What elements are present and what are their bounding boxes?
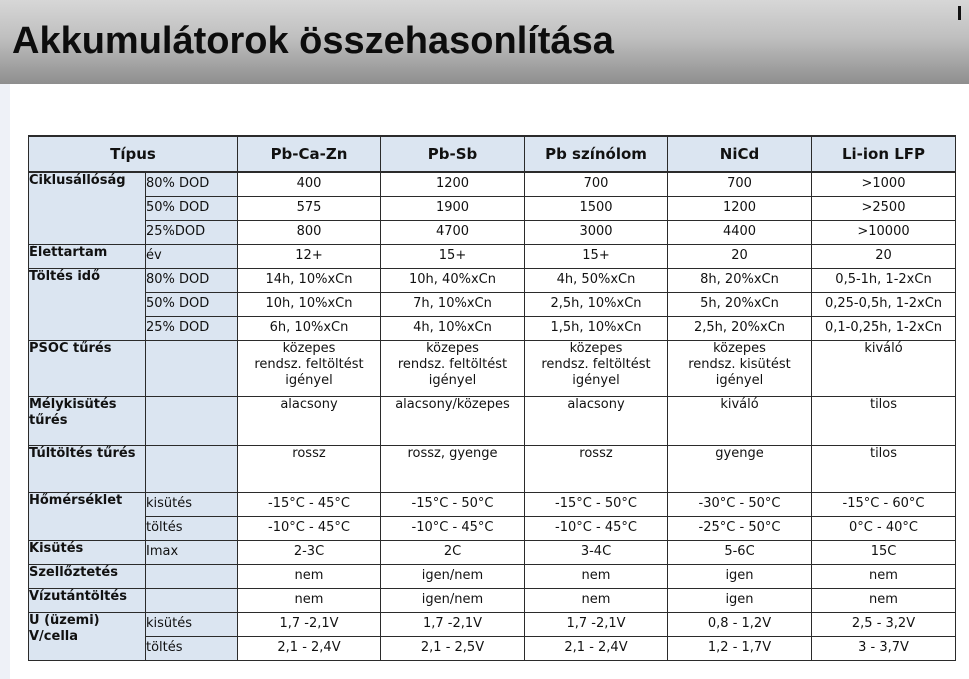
sub-label: 80% DOD <box>146 268 238 292</box>
cell: 14h, 10%xCn <box>238 268 381 292</box>
header-row <box>29 136 956 172</box>
cell: 12+ <box>238 244 381 268</box>
cell: 15+ <box>381 244 525 268</box>
cell: 1500 <box>525 196 668 220</box>
cell: 1,7 -2,1V <box>525 612 668 636</box>
cell: -15°C - 50°C <box>525 492 668 516</box>
cell: 700 <box>668 172 812 196</box>
header-col-li-ion-lfp: Li-ion LFP <box>812 136 956 172</box>
cell: 2,5h, 10%xCn <box>525 292 668 316</box>
cell: kiváló <box>812 340 956 396</box>
cell: 700 <box>525 172 668 196</box>
row-ciklus-25 <box>29 220 956 244</box>
row-ciklus-80 <box>29 172 956 196</box>
cell: 1,7 -2,1V <box>381 612 525 636</box>
cell: tilos <box>812 445 956 492</box>
sub-label: év <box>146 244 238 268</box>
cell: alacsony <box>238 396 381 445</box>
sub-label: 50% DOD <box>146 292 238 316</box>
sub-empty <box>146 588 238 612</box>
cell: 3 - 3,7V <box>812 636 956 660</box>
cat-ciklusallosag: Ciklusállóság <box>29 172 146 244</box>
cell: 0,1-0,25h, 1-2xCn <box>812 316 956 340</box>
cell: 8h, 20%xCn <box>668 268 812 292</box>
cell: nem <box>525 588 668 612</box>
cell: 0,8 - 1,2V <box>668 612 812 636</box>
sub-label: Imax <box>146 540 238 564</box>
cell: 10h, 10%xCn <box>238 292 381 316</box>
row-homerseklet-kisutes <box>29 492 956 516</box>
cat-szelloztetes: Szellőztetés <box>29 564 146 588</box>
cat-vizutantoltes: Vízutántöltés <box>29 588 146 612</box>
sub-label: töltés <box>146 636 238 660</box>
row-u-toltes <box>29 636 956 660</box>
cell: közepes rendsz. feltöltést igényel <box>238 340 381 396</box>
cell: 20 <box>668 244 812 268</box>
row-tultoltes <box>29 445 956 492</box>
cell: alacsony <box>525 396 668 445</box>
cell: nem <box>238 588 381 612</box>
cell: 4400 <box>668 220 812 244</box>
cell: 400 <box>238 172 381 196</box>
cell: 1,2 - 1,7V <box>668 636 812 660</box>
cell: -15°C - 45°C <box>238 492 381 516</box>
cell: 800 <box>238 220 381 244</box>
cell: kiváló <box>668 396 812 445</box>
cell: -10°C - 45°C <box>238 516 381 540</box>
cell: >2500 <box>812 196 956 220</box>
cell: 5-6C <box>668 540 812 564</box>
cell: igen/nem <box>381 588 525 612</box>
row-ciklus-50 <box>29 196 956 220</box>
cell: 0,25-0,5h, 1-2xCn <box>812 292 956 316</box>
sub-label: 50% DOD <box>146 196 238 220</box>
sub-label: kisütés <box>146 612 238 636</box>
cell: 2,5h, 20%xCn <box>668 316 812 340</box>
cat-toltes-ido: Töltés idő <box>29 268 146 340</box>
header-col-pb-sb: Pb-Sb <box>381 136 525 172</box>
comparison-table <box>28 135 956 661</box>
sub-label: 80% DOD <box>146 172 238 196</box>
cell: 2,5 - 3,2V <box>812 612 956 636</box>
cell: 1900 <box>381 196 525 220</box>
cell: 7h, 10%xCn <box>381 292 525 316</box>
cell: 1200 <box>668 196 812 220</box>
cell: -10°C - 45°C <box>525 516 668 540</box>
cell: 4h, 50%xCn <box>525 268 668 292</box>
cell: 10h, 40%xCn <box>381 268 525 292</box>
cell: közepes rendsz. feltöltést igényel <box>525 340 668 396</box>
cell: igen <box>668 564 812 588</box>
cell: 15C <box>812 540 956 564</box>
cell: 575 <box>238 196 381 220</box>
cell: >1000 <box>812 172 956 196</box>
row-kisutes <box>29 540 956 564</box>
cell: közepes rendsz. kisütést igényel <box>668 340 812 396</box>
cell: 0,5-1h, 1-2xCn <box>812 268 956 292</box>
cell: 0°C - 40°C <box>812 516 956 540</box>
cell: 15+ <box>525 244 668 268</box>
header-col-pb-ca-zn: Pb-Ca-Zn <box>238 136 381 172</box>
sub-empty <box>146 340 238 396</box>
cell: 4h, 10%xCn <box>381 316 525 340</box>
row-melykisutes <box>29 396 956 445</box>
row-vizutantoltes <box>29 588 956 612</box>
cell: nem <box>812 564 956 588</box>
row-toltes-50 <box>29 292 956 316</box>
cell: 2,1 - 2,4V <box>238 636 381 660</box>
row-u-kisutes <box>29 612 956 636</box>
cat-psoc-tures: PSOC tűrés <box>29 340 146 396</box>
cell: -15°C - 60°C <box>812 492 956 516</box>
cell: 20 <box>812 244 956 268</box>
cell: rossz <box>525 445 668 492</box>
sub-empty <box>146 396 238 445</box>
cell: 1,7 -2,1V <box>238 612 381 636</box>
cell: rossz, gyenge <box>381 445 525 492</box>
cell: >10000 <box>812 220 956 244</box>
sub-label: kisütés <box>146 492 238 516</box>
cell: 2-3C <box>238 540 381 564</box>
corner-mark <box>958 6 961 20</box>
sub-label: töltés <box>146 516 238 540</box>
header-col-nicd: NiCd <box>668 136 812 172</box>
row-homerseklet-toltes <box>29 516 956 540</box>
cell: közepes rendsz. feltöltést igényel <box>381 340 525 396</box>
cell: 2,1 - 2,5V <box>381 636 525 660</box>
cell: 6h, 10%xCn <box>238 316 381 340</box>
cat-tultoltes-tures: Túltöltés tűrés <box>29 445 146 492</box>
cell: 2C <box>381 540 525 564</box>
slide-title: Akkumulátorok összehasonlítása <box>12 20 614 62</box>
row-toltes-25 <box>29 316 956 340</box>
cell: -25°C - 50°C <box>668 516 812 540</box>
cell: 3000 <box>525 220 668 244</box>
cell: nem <box>238 564 381 588</box>
sub-empty <box>146 564 238 588</box>
cell: 5h, 20%xCn <box>668 292 812 316</box>
cell: -10°C - 45°C <box>381 516 525 540</box>
row-elettartam <box>29 244 956 268</box>
row-szelloztetes <box>29 564 956 588</box>
cell: igen <box>668 588 812 612</box>
sub-label: 25%DOD <box>146 220 238 244</box>
cell: 1200 <box>381 172 525 196</box>
row-psoc <box>29 340 956 396</box>
cell: 2,1 - 2,4V <box>525 636 668 660</box>
title-bar <box>0 0 969 84</box>
cat-homerseklet: Hőmérséklet <box>29 492 146 540</box>
cell: nem <box>525 564 668 588</box>
cell: nem <box>812 588 956 612</box>
cell: tilos <box>812 396 956 445</box>
cell: 4700 <box>381 220 525 244</box>
header-col-pb-szinolom: Pb színólom <box>525 136 668 172</box>
cell: 1,5h, 10%xCn <box>525 316 668 340</box>
cat-elettartam: Élettartam <box>29 244 146 268</box>
cell: rossz <box>238 445 381 492</box>
cell: -15°C - 50°C <box>381 492 525 516</box>
cat-melykisutes-tures: Mélykisütés tűrés <box>29 396 146 445</box>
cat-u-uzemi: U (üzemi) V/cella <box>29 612 146 660</box>
cat-kisutes: Kisütés <box>29 540 146 564</box>
sub-label: 25% DOD <box>146 316 238 340</box>
cell: gyenge <box>668 445 812 492</box>
cell: -30°C - 50°C <box>668 492 812 516</box>
cell: 3-4C <box>525 540 668 564</box>
sub-empty <box>146 445 238 492</box>
cell: igen/nem <box>381 564 525 588</box>
cell: alacsony/közepes <box>381 396 525 445</box>
row-toltes-80 <box>29 268 956 292</box>
header-tipus: Típus <box>29 136 238 172</box>
